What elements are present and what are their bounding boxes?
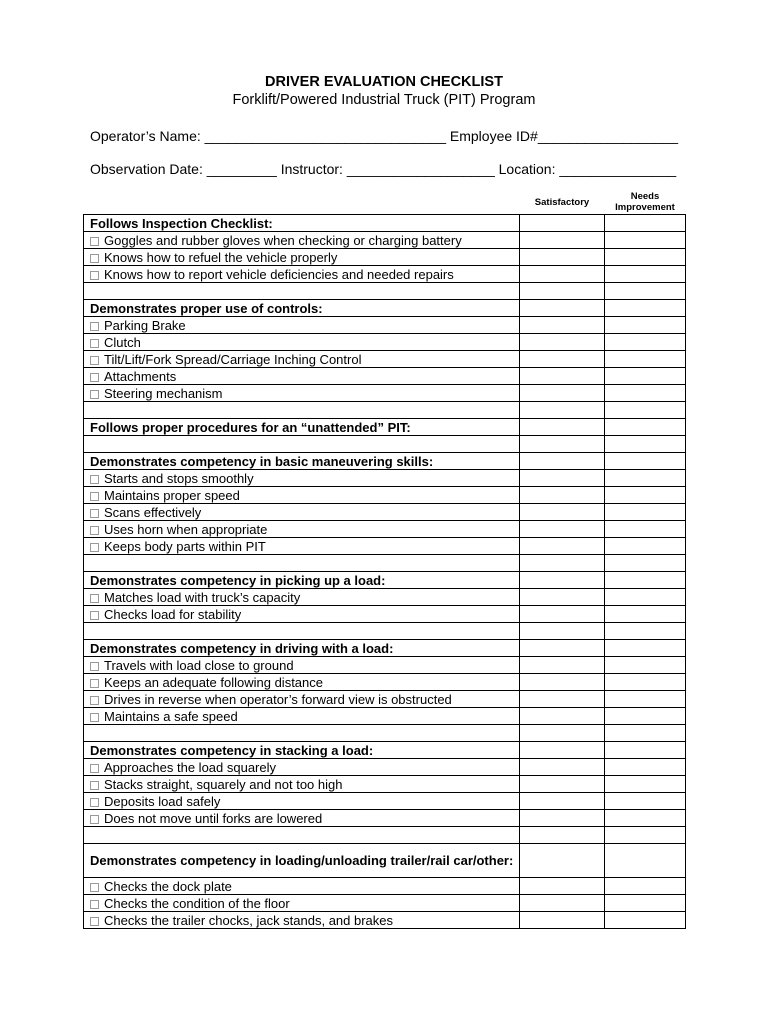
table-row bbox=[84, 742, 686, 759]
section-heading bbox=[84, 572, 520, 589]
needs-improvement-cell[interactable] bbox=[605, 606, 686, 623]
checklist-item bbox=[84, 674, 520, 691]
needs-improvement-cell[interactable] bbox=[605, 249, 686, 266]
checkbox-icon[interactable] bbox=[90, 543, 99, 552]
checklist-item bbox=[84, 487, 520, 504]
checkbox-icon[interactable] bbox=[90, 475, 99, 484]
section-heading-text: Demonstrates competency in basic maneuvering skills: bbox=[90, 453, 434, 469]
checklist-item-label: Keeps body parts within PIT bbox=[104, 538, 266, 554]
blank-row-cell bbox=[84, 623, 520, 640]
satisfactory-cell[interactable] bbox=[520, 555, 605, 572]
satisfactory-cell[interactable] bbox=[520, 572, 605, 589]
section-heading bbox=[84, 640, 520, 657]
needs-improvement-cell[interactable] bbox=[605, 385, 686, 402]
satisfactory-cell[interactable] bbox=[520, 266, 605, 283]
table-row bbox=[84, 215, 686, 232]
checklist-item bbox=[84, 504, 520, 521]
table-row bbox=[84, 436, 686, 453]
satisfactory-cell[interactable] bbox=[520, 844, 605, 878]
satisfactory-cell[interactable] bbox=[520, 793, 605, 810]
checkbox-icon[interactable] bbox=[90, 492, 99, 501]
needs-improvement-cell[interactable] bbox=[605, 487, 686, 504]
checklist-item bbox=[84, 793, 520, 810]
needs-improvement-cell[interactable] bbox=[605, 470, 686, 487]
checklist-item-label: Does not move until forks are lowered bbox=[104, 810, 323, 826]
checklist-item-label: Checks the trailer chocks, jack stands, and brakes bbox=[104, 912, 394, 928]
needs-improvement-cell[interactable] bbox=[605, 657, 686, 674]
needs-improvement-cell[interactable] bbox=[605, 283, 686, 300]
checklist-item bbox=[84, 317, 520, 334]
checklist-item bbox=[84, 878, 520, 895]
checkbox-icon[interactable] bbox=[90, 917, 99, 926]
table-row bbox=[84, 266, 686, 283]
satisfactory-cell[interactable] bbox=[520, 470, 605, 487]
needs-improvement-cell[interactable] bbox=[605, 266, 686, 283]
needs-improvement-cell[interactable] bbox=[605, 708, 686, 725]
table-row bbox=[84, 844, 686, 878]
section-heading bbox=[84, 419, 520, 436]
blank-row-cell bbox=[84, 827, 520, 844]
table-row bbox=[84, 674, 686, 691]
satisfactory-cell[interactable] bbox=[520, 368, 605, 385]
satisfactory-cell[interactable] bbox=[520, 691, 605, 708]
checklist-item-label: Maintains proper speed bbox=[104, 487, 240, 503]
checklist-item bbox=[84, 521, 520, 538]
table-row bbox=[84, 555, 686, 572]
table-row bbox=[84, 300, 686, 317]
satisfactory-cell[interactable] bbox=[520, 674, 605, 691]
needs-improvement-cell[interactable] bbox=[605, 300, 686, 317]
satisfactory-cell[interactable] bbox=[520, 521, 605, 538]
needs-improvement-cell[interactable] bbox=[605, 674, 686, 691]
table-row bbox=[84, 521, 686, 538]
needs-improvement-cell[interactable] bbox=[605, 504, 686, 521]
satisfactory-cell[interactable] bbox=[520, 708, 605, 725]
needs-improvement-cell[interactable] bbox=[605, 232, 686, 249]
checkbox-icon[interactable] bbox=[90, 356, 99, 365]
satisfactory-cell[interactable] bbox=[520, 878, 605, 895]
needs-improvement-cell[interactable] bbox=[605, 912, 686, 929]
blank-row-cell bbox=[84, 555, 520, 572]
needs-improvement-cell[interactable] bbox=[605, 351, 686, 368]
satisfactory-cell[interactable] bbox=[520, 810, 605, 827]
blank-row-cell bbox=[84, 402, 520, 419]
satisfactory-cell[interactable] bbox=[520, 283, 605, 300]
table-row bbox=[84, 504, 686, 521]
satisfactory-cell[interactable] bbox=[520, 317, 605, 334]
checklist-item-label: Starts and stops smoothly bbox=[104, 470, 254, 486]
checkbox-icon[interactable] bbox=[90, 390, 99, 399]
table-row bbox=[84, 402, 686, 419]
table-row bbox=[84, 232, 686, 249]
needs-improvement-cell[interactable] bbox=[605, 215, 686, 232]
satisfactory-cell[interactable] bbox=[520, 300, 605, 317]
checklist-item bbox=[84, 232, 520, 249]
satisfactory-cell[interactable] bbox=[520, 776, 605, 793]
checkbox-icon[interactable] bbox=[90, 271, 99, 280]
checklist-item bbox=[84, 368, 520, 385]
table-row bbox=[84, 640, 686, 657]
checklist-item-label: Maintains a safe speed bbox=[104, 708, 238, 724]
needs-improvement-cell[interactable] bbox=[605, 334, 686, 351]
checkbox-icon[interactable] bbox=[90, 611, 99, 620]
satisfactory-cell[interactable] bbox=[520, 538, 605, 555]
checklist-item-label: Attachments bbox=[104, 368, 177, 384]
checklist-item-label: Drives in reverse when operator’s forward view is obstructed bbox=[104, 691, 452, 707]
checkbox-icon[interactable] bbox=[90, 254, 99, 263]
table-row bbox=[84, 895, 686, 912]
table-row bbox=[84, 606, 686, 623]
table-row bbox=[84, 572, 686, 589]
satisfactory-cell[interactable] bbox=[520, 640, 605, 657]
checklist-item bbox=[84, 895, 520, 912]
satisfactory-cell[interactable] bbox=[520, 589, 605, 606]
checklist-item-label: Checks load for stability bbox=[104, 606, 242, 622]
needs-improvement-cell[interactable] bbox=[605, 453, 686, 470]
checkbox-icon[interactable] bbox=[90, 764, 99, 773]
table-row bbox=[84, 657, 686, 674]
checkbox-icon[interactable] bbox=[90, 594, 99, 603]
satisfactory-cell[interactable] bbox=[520, 895, 605, 912]
checkbox-icon[interactable] bbox=[90, 237, 99, 246]
table-row bbox=[84, 708, 686, 725]
evaluation-table bbox=[83, 214, 686, 929]
table-row bbox=[84, 283, 686, 300]
checklist-item-label: Knows how to refuel the vehicle properly bbox=[104, 249, 338, 265]
satisfactory-cell[interactable] bbox=[520, 725, 605, 742]
needs-improvement-cell[interactable] bbox=[605, 742, 686, 759]
needs-improvement-cell[interactable] bbox=[605, 572, 686, 589]
needs-improvement-cell[interactable] bbox=[605, 691, 686, 708]
section-heading-text: Follows Inspection Checklist: bbox=[90, 215, 273, 231]
checkbox-icon[interactable] bbox=[90, 662, 99, 671]
checklist-item bbox=[84, 691, 520, 708]
checklist-item bbox=[84, 385, 520, 402]
table-row bbox=[84, 453, 686, 470]
table-row bbox=[84, 759, 686, 776]
checklist-item bbox=[84, 249, 520, 266]
checklist-item-label: Stacks straight, squarely and not too high bbox=[104, 776, 343, 792]
column-header-needs-improvement: Needs Improvement bbox=[615, 191, 675, 213]
needs-improvement-cell[interactable] bbox=[605, 810, 686, 827]
blank-row-cell bbox=[84, 436, 520, 453]
checkbox-icon[interactable] bbox=[90, 713, 99, 722]
table-row bbox=[84, 249, 686, 266]
document-title: DRIVER EVALUATION CHECKLIST bbox=[265, 74, 503, 90]
checklist-item-label: Clutch bbox=[104, 334, 141, 350]
table-row bbox=[84, 385, 686, 402]
needs-improvement-cell[interactable] bbox=[605, 521, 686, 538]
checklist-item-label: Parking Brake bbox=[104, 317, 186, 333]
section-heading-text: Demonstrates competency in picking up a load: bbox=[90, 572, 386, 588]
satisfactory-cell[interactable] bbox=[520, 759, 605, 776]
checklist-item-label: Knows how to report vehicle deficiencies and needed repairs bbox=[104, 266, 454, 282]
checklist-item-label: Deposits load safely bbox=[104, 793, 221, 809]
checkbox-icon[interactable] bbox=[90, 781, 99, 790]
checklist-item-label: Matches load with truck’s capacity bbox=[104, 589, 301, 605]
table-row bbox=[84, 878, 686, 895]
checklist-item-label: Scans effectively bbox=[104, 504, 202, 520]
section-heading-text: Demonstrates competency in driving with a load: bbox=[90, 640, 394, 656]
table-row bbox=[84, 334, 686, 351]
checklist-item-label: Approaches the load squarely bbox=[104, 759, 277, 775]
checklist-item bbox=[84, 351, 520, 368]
satisfactory-cell[interactable] bbox=[520, 385, 605, 402]
needs-improvement-cell[interactable] bbox=[605, 555, 686, 572]
checklist-item bbox=[84, 657, 520, 674]
blank-row-cell bbox=[84, 725, 520, 742]
checkbox-icon[interactable] bbox=[90, 339, 99, 348]
needs-improvement-cell[interactable] bbox=[605, 436, 686, 453]
checklist-item bbox=[84, 776, 520, 793]
checklist-item-label: Keeps an adequate following distance bbox=[104, 674, 323, 690]
blank-row-cell bbox=[84, 283, 520, 300]
checklist-item bbox=[84, 759, 520, 776]
needs-improvement-cell[interactable] bbox=[605, 368, 686, 385]
needs-improvement-cell[interactable] bbox=[605, 827, 686, 844]
needs-improvement-cell[interactable] bbox=[605, 640, 686, 657]
checklist-item bbox=[84, 470, 520, 487]
table-row bbox=[84, 623, 686, 640]
checkbox-icon[interactable] bbox=[90, 883, 99, 892]
needs-improvement-cell[interactable] bbox=[605, 538, 686, 555]
table-row bbox=[84, 351, 686, 368]
satisfactory-cell[interactable] bbox=[520, 912, 605, 929]
section-heading bbox=[84, 300, 520, 317]
needs-improvement-cell[interactable] bbox=[605, 725, 686, 742]
satisfactory-cell[interactable] bbox=[520, 402, 605, 419]
table-row bbox=[84, 776, 686, 793]
checklist-item-label: Steering mechanism bbox=[104, 385, 223, 401]
checkbox-icon[interactable] bbox=[90, 679, 99, 688]
satisfactory-cell[interactable] bbox=[520, 453, 605, 470]
checklist-item bbox=[84, 266, 520, 283]
table-row bbox=[84, 487, 686, 504]
satisfactory-cell[interactable] bbox=[520, 232, 605, 249]
checkbox-icon[interactable] bbox=[90, 815, 99, 824]
checklist-item bbox=[84, 334, 520, 351]
section-heading-text: Demonstrates proper use of controls: bbox=[90, 300, 323, 316]
table-row bbox=[84, 810, 686, 827]
section-heading-text: Demonstrates competency in stacking a load: bbox=[90, 742, 374, 758]
checklist-item bbox=[84, 606, 520, 623]
observation-info-line[interactable]: Observation Date: _________ Instructor: ___________________ Location: _______________ bbox=[90, 161, 677, 177]
checkbox-icon[interactable] bbox=[90, 696, 99, 705]
needs-improvement-cell[interactable] bbox=[605, 402, 686, 419]
section-heading-text: Demonstrates competency in loading/unloading trailer/rail car/other: bbox=[90, 852, 514, 868]
needs-improvement-cell[interactable] bbox=[605, 793, 686, 810]
table-row bbox=[84, 827, 686, 844]
satisfactory-cell[interactable] bbox=[520, 334, 605, 351]
needs-improvement-cell[interactable] bbox=[605, 776, 686, 793]
document-subtitle: Forklift/Powered Industrial Truck (PIT) Program bbox=[232, 92, 536, 108]
checklist-item bbox=[84, 912, 520, 929]
needs-improvement-cell[interactable] bbox=[605, 419, 686, 436]
table-row bbox=[84, 419, 686, 436]
checklist-item bbox=[84, 810, 520, 827]
checklist-item bbox=[84, 589, 520, 606]
needs-improvement-cell[interactable] bbox=[605, 589, 686, 606]
checkbox-icon[interactable] bbox=[90, 322, 99, 331]
section-heading bbox=[84, 742, 520, 759]
section-heading-text: Follows proper procedures for an “unattended” PIT: bbox=[90, 419, 411, 435]
table-row bbox=[84, 538, 686, 555]
needs-improvement-cell[interactable] bbox=[605, 759, 686, 776]
table-row bbox=[84, 691, 686, 708]
checklist-item-label: Travels with load close to ground bbox=[104, 657, 294, 673]
operator-info-line[interactable]: Operator’s Name: _______________________________ Employee ID#__________________ bbox=[90, 128, 678, 144]
checklist-item bbox=[84, 538, 520, 555]
checklist-item-label: Checks the dock plate bbox=[104, 878, 232, 894]
checkbox-icon[interactable] bbox=[90, 373, 99, 382]
satisfactory-cell[interactable] bbox=[520, 504, 605, 521]
table-row bbox=[84, 589, 686, 606]
satisfactory-cell[interactable] bbox=[520, 249, 605, 266]
checklist-item-label: Goggles and rubber gloves when checking or charging battery bbox=[104, 232, 462, 248]
checkbox-icon[interactable] bbox=[90, 798, 99, 807]
checklist-item-label: Uses horn when appropriate bbox=[104, 521, 268, 537]
table-row bbox=[84, 912, 686, 929]
satisfactory-cell[interactable] bbox=[520, 436, 605, 453]
checkbox-icon[interactable] bbox=[90, 509, 99, 518]
section-heading bbox=[84, 215, 520, 232]
satisfactory-cell[interactable] bbox=[520, 657, 605, 674]
satisfactory-cell[interactable] bbox=[520, 419, 605, 436]
table-row bbox=[84, 793, 686, 810]
needs-improvement-cell[interactable] bbox=[605, 895, 686, 912]
needs-improvement-cell[interactable] bbox=[605, 317, 686, 334]
table-row bbox=[84, 368, 686, 385]
satisfactory-cell[interactable] bbox=[520, 742, 605, 759]
checkbox-icon[interactable] bbox=[90, 900, 99, 909]
table-row bbox=[84, 470, 686, 487]
checklist-item-label: Tilt/Lift/Fork Spread/Carriage Inching Control bbox=[104, 351, 362, 367]
satisfactory-cell[interactable] bbox=[520, 351, 605, 368]
satisfactory-cell[interactable] bbox=[520, 623, 605, 640]
satisfactory-cell[interactable] bbox=[520, 827, 605, 844]
satisfactory-cell[interactable] bbox=[520, 606, 605, 623]
checklist-item-label: Checks the condition of the floor bbox=[104, 895, 290, 911]
column-header-satisfactory: Satisfactory bbox=[534, 197, 590, 208]
table-row bbox=[84, 725, 686, 742]
needs-improvement-cell[interactable] bbox=[605, 878, 686, 895]
table-row bbox=[84, 317, 686, 334]
checkbox-icon[interactable] bbox=[90, 526, 99, 535]
satisfactory-cell[interactable] bbox=[520, 487, 605, 504]
needs-improvement-cell[interactable] bbox=[605, 844, 686, 878]
satisfactory-cell[interactable] bbox=[520, 215, 605, 232]
section-heading bbox=[84, 453, 520, 470]
needs-improvement-cell[interactable] bbox=[605, 623, 686, 640]
section-heading bbox=[84, 844, 520, 878]
checklist-item bbox=[84, 708, 520, 725]
